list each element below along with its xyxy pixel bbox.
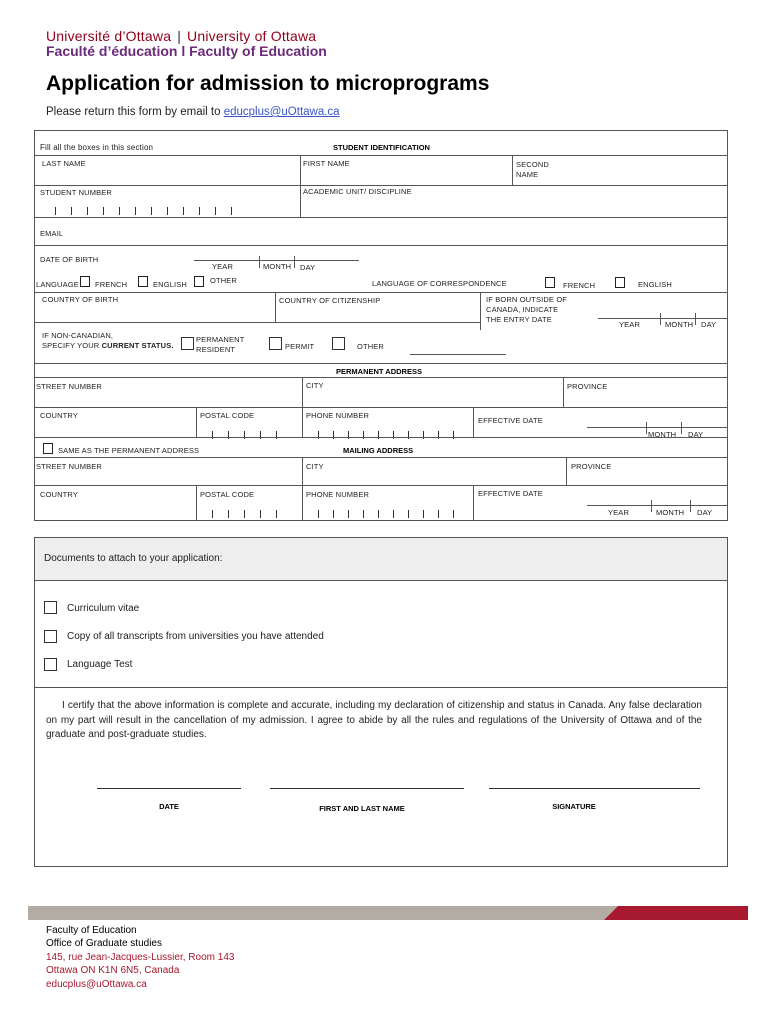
entry-month: MONTH: [665, 320, 694, 329]
documents-heading: Documents to attach to your application:: [44, 553, 223, 564]
language-other-label: OTHER: [210, 276, 237, 285]
corr-english-label: ENGLISH: [638, 280, 672, 289]
return-instructions: [46, 106, 340, 118]
mail-effective-label: EFFECTIVE DATE: [478, 489, 543, 498]
correspondence-label: LANGUAGE OF CORRESPONDENCE: [372, 279, 507, 288]
return-text: Please return this form by email to: [46, 106, 221, 118]
permanent-address-heading: PERMANENT ADDRESS: [336, 367, 422, 376]
signature-label: SIGNATURE: [552, 802, 596, 811]
footer-faculty: Faculty of Education: [46, 925, 137, 936]
name-signature-line[interactable]: [270, 788, 464, 789]
university-logo: [46, 28, 316, 44]
footer-bar: [28, 906, 748, 920]
mail-postal-label: POSTAL CODE: [200, 490, 255, 499]
perm-city-label: CITY: [306, 381, 324, 390]
certification-body: I certify that the above information is complete and accurate, including my declaration of citizenship and status in Canada. Any false declaration on my part will result in the cancellation of my admission. I agree to abide by all the rules and regulations of the University of Ottawa and of the graduate and post-graduate studies.: [46, 700, 702, 740]
academic-unit-label: ACADEMIC UNIT/ DISCIPLINE: [303, 187, 412, 196]
mailing-address-heading: MAILING ADDRESS: [343, 446, 414, 455]
perm-street-label: STREET NUMBER: [36, 382, 102, 391]
certification-text: [46, 699, 702, 743]
dob-label: DATE OF BIRTH: [40, 255, 99, 264]
non-canadian-label: [42, 331, 174, 351]
second-name-label: SECOND NAME: [516, 160, 549, 179]
language-english-label: ENGLISH: [153, 280, 187, 289]
first-name-label: FIRST NAME: [303, 159, 350, 168]
mail-country-label: COUNTRY: [40, 490, 78, 499]
page-title: Application for admission to microprograms: [46, 72, 490, 95]
non-canadian-line1: IF NON-CANADIAN,: [42, 331, 114, 340]
permanent-resident-checkbox[interactable]: [181, 337, 194, 350]
return-email-link[interactable]: educplus@uOttawa.ca: [223, 106, 340, 118]
cv-label: Curriculum vitae: [67, 603, 140, 614]
entry-day: DAY: [701, 320, 717, 329]
non-canadian-line2a: SPECIFY YOUR: [42, 340, 102, 350]
faculty-name: Faculté d’éducation l Faculty of Education: [46, 43, 327, 59]
name-label: FIRST AND LAST NAME: [319, 804, 405, 813]
dob-day: DAY: [300, 263, 316, 272]
footer-address: 145, rue Jean-Jacques-Lussier, Room 143: [46, 952, 235, 963]
entry-year: YEAR: [619, 320, 641, 329]
mail-eff-month: MONTH: [656, 508, 685, 517]
perm-effective-label: EFFECTIVE DATE: [478, 416, 543, 425]
logo-separator: |: [177, 28, 182, 44]
cv-checkbox[interactable]: [44, 601, 57, 614]
mail-phone-field[interactable]: [318, 509, 458, 518]
univ-en: University of Ottawa: [187, 28, 317, 44]
dob-year: YEAR: [212, 262, 234, 271]
fill-note: Fill all the boxes in this section: [40, 143, 154, 152]
language-other-checkbox[interactable]: [194, 276, 204, 287]
mail-city-label: CITY: [306, 462, 324, 471]
perm-eff-month: MONTH: [648, 430, 677, 439]
permit-checkbox[interactable]: [269, 337, 282, 350]
mail-eff-day: DAY: [697, 508, 713, 517]
country-birth-label: COUNTRY OF BIRTH: [42, 295, 119, 304]
mail-province-label: PROVINCE: [571, 462, 612, 471]
corr-french-label: FRENCH: [563, 281, 596, 290]
student-number-label: STUDENT NUMBER: [40, 188, 112, 197]
language-english-checkbox[interactable]: [138, 276, 148, 287]
entry-date-label: IF BORN OUTSIDE OF CANADA, INDICATE THE ENTRY DATE: [486, 295, 568, 324]
corr-french-checkbox[interactable]: [545, 277, 555, 288]
footer-city: Ottawa ON K1N 6N5, Canada: [46, 965, 180, 976]
footer-bar-gray: [28, 906, 618, 920]
language-french-label: FRENCH: [95, 280, 128, 289]
perm-eff-day: DAY: [688, 430, 704, 439]
perm-postal-label: POSTAL CODE: [200, 411, 255, 420]
non-canadian-line2b: CURRENT STATUS.: [101, 340, 174, 350]
univ-fr: Université d’Ottawa: [46, 28, 172, 44]
language-french-checkbox[interactable]: [80, 276, 90, 287]
transcripts-checkbox[interactable]: [44, 630, 57, 643]
perm-phone-label: PHONE NUMBER: [306, 411, 370, 420]
permit-label: PERMIT: [285, 342, 315, 351]
perm-province-label: PROVINCE: [567, 382, 608, 391]
language-test-checkbox[interactable]: [44, 658, 57, 671]
student-id-heading: STUDENT IDENTIFICATION: [333, 143, 430, 152]
mail-eff-year: YEAR: [608, 508, 630, 517]
date-signature-line[interactable]: [97, 788, 241, 789]
dob-month: MONTH: [263, 262, 292, 271]
permanent-resident-label: PERMANENT RESIDENT: [196, 335, 245, 354]
date-label: DATE: [159, 802, 179, 811]
signature-line[interactable]: [489, 788, 700, 789]
last-name-label: LAST NAME: [42, 159, 86, 168]
transcripts-label: Copy of all transcripts from universities you have attended: [67, 631, 324, 642]
other-status-checkbox[interactable]: [332, 337, 345, 350]
mail-phone-label: PHONE NUMBER: [306, 490, 370, 499]
student-number-field[interactable]: [55, 206, 235, 215]
same-as-permanent-checkbox[interactable]: [43, 443, 53, 454]
mail-postal-field[interactable]: [212, 509, 292, 518]
perm-country-label: COUNTRY: [40, 411, 78, 420]
other-status-label: OTHER: [357, 342, 384, 351]
footer-bar-accent: [604, 906, 748, 920]
same-as-permanent-label: SAME AS THE PERMANENT ADDRESS: [58, 446, 200, 455]
language-label: LANGUAGE: [36, 280, 79, 289]
footer-office: Office of Graduate studies: [46, 938, 162, 949]
email-label: EMAIL: [40, 229, 64, 238]
mail-street-label: STREET NUMBER: [36, 462, 102, 471]
country-citizenship-label: COUNTRY OF CITIZENSHIP: [279, 296, 381, 305]
footer-email-link[interactable]: educplus@uOttawa.ca: [46, 979, 147, 990]
corr-english-checkbox[interactable]: [615, 277, 625, 288]
language-test-label: Language Test: [67, 659, 133, 670]
